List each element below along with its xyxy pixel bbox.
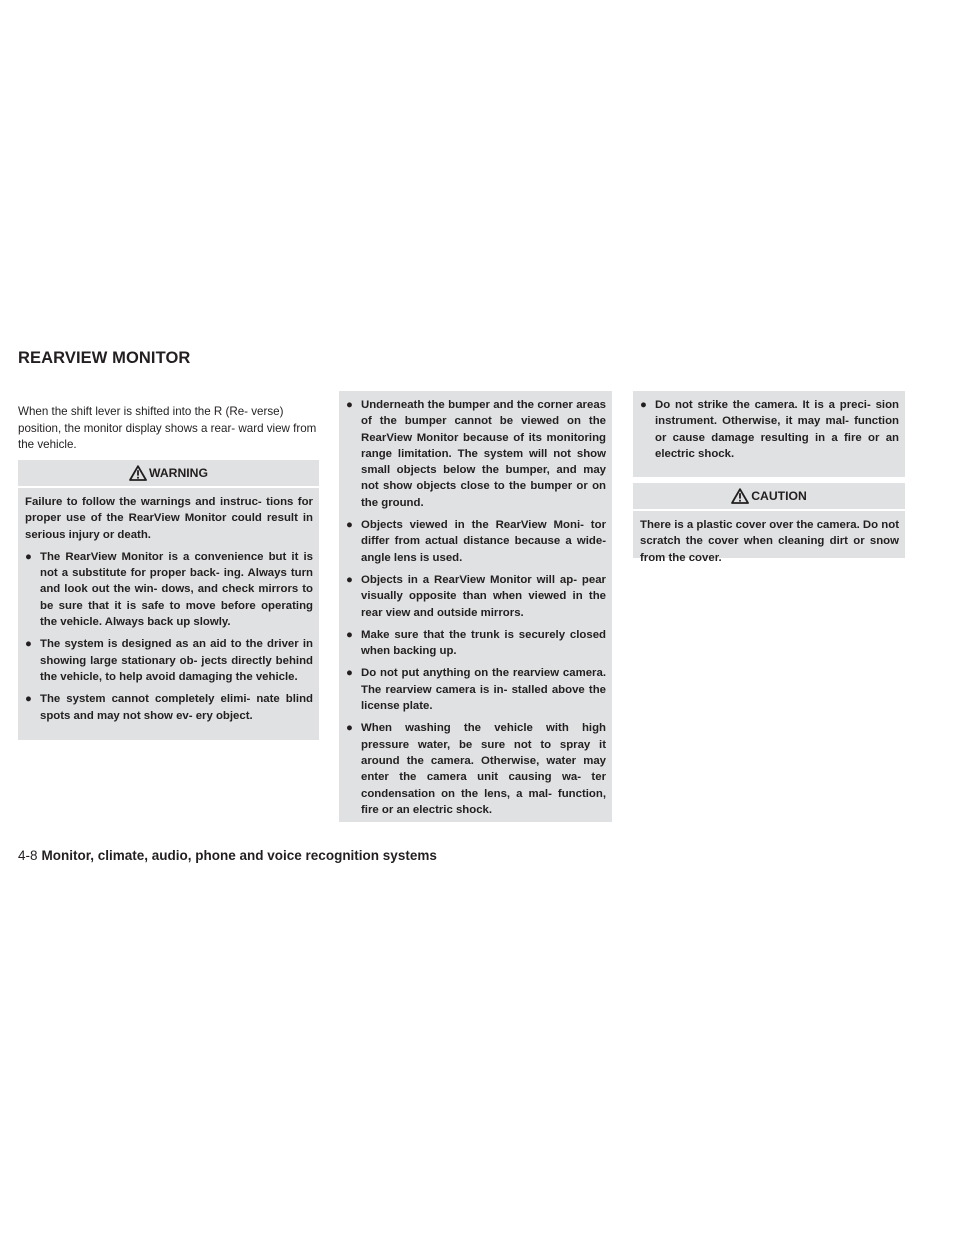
- warning-lead: Failure to follow the warnings and instruc- tions for proper use of the RearView Monitor could result in serious injury or death.: [25, 496, 313, 541]
- warning-header: [18, 460, 319, 488]
- warning-heading: WARNING: [149, 466, 208, 480]
- chapter-title: Monitor, climate, audio, phone and voice recognition systems: [41, 848, 437, 863]
- warning-box: [18, 460, 319, 740]
- list-item: ● When washing the vehicle with high pressure water, be sure not to spray it around the camera. Otherwise, water may enter the camera unit causing wa- ter condensation on the lens, a mal- function, fire or an electric shock.: [346, 722, 606, 816]
- caution-header: [633, 483, 905, 511]
- intro-paragraph: When the shift lever is shifted into the R (Re- verse) position, the monitor display shows a rear- ward view from the vehicle.: [18, 405, 317, 452]
- section-title: REARVIEW MONITOR: [18, 349, 191, 367]
- warning-triangle-icon: [129, 465, 147, 481]
- page-number: 4-8: [18, 848, 38, 863]
- caution-triangle-icon: [731, 488, 749, 504]
- list-item: ● The system is designed as an aid to the driver in showing large stationary ob- jects directly behind the vehicle, to help avoid damaging the vehicle.: [25, 638, 313, 683]
- list-item: ● Objects viewed in the RearView Moni- tor differ from actual distance because a wide-angle lens is used.: [346, 519, 606, 564]
- list-item: ● Do not strike the camera. It is a preci- sion instrument. Otherwise, it may mal- function or cause damage resulting in a fire or an electric shock.: [640, 399, 899, 460]
- caution-box: [633, 483, 905, 564]
- caution-text: There is a plastic cover over the camera. Do not scratch the cover when cleaning dirt or snow from the cover.: [640, 519, 899, 564]
- warning-box-end: [633, 391, 905, 477]
- warning-box-continued: [339, 391, 612, 822]
- list-item: ● The RearView Monitor is a convenience but it is not a substitute for proper back- ing. Always turn and look out the win- dows, and check mirrors to be sure that it is safe to move before operating the vehicle. Always back up slowly.: [25, 550, 313, 629]
- list-item: ● Do not put anything on the rearview camera. The rearview camera is in- stalled above the license plate.: [346, 667, 606, 713]
- list-item: ● Make sure that the trunk is securely closed when backing up.: [346, 628, 606, 658]
- list-item: ● The system cannot completely elimi- nate blind spots and may not show ev- ery object.: [25, 693, 313, 722]
- list-item: ● Underneath the bumper and the corner areas of the bumper cannot be viewed on the RearView Monitor because of its monitoring range limitation. The system will not show small objects below the bumper, and may not show objects close to the bumper or on the ground.: [346, 399, 606, 509]
- caution-heading: CAUTION: [751, 489, 807, 503]
- list-item: ● Objects in a RearView Monitor will ap- pear visually opposite than when viewed in the rear view and outside mirrors.: [346, 573, 606, 619]
- page-footer: [18, 848, 437, 863]
